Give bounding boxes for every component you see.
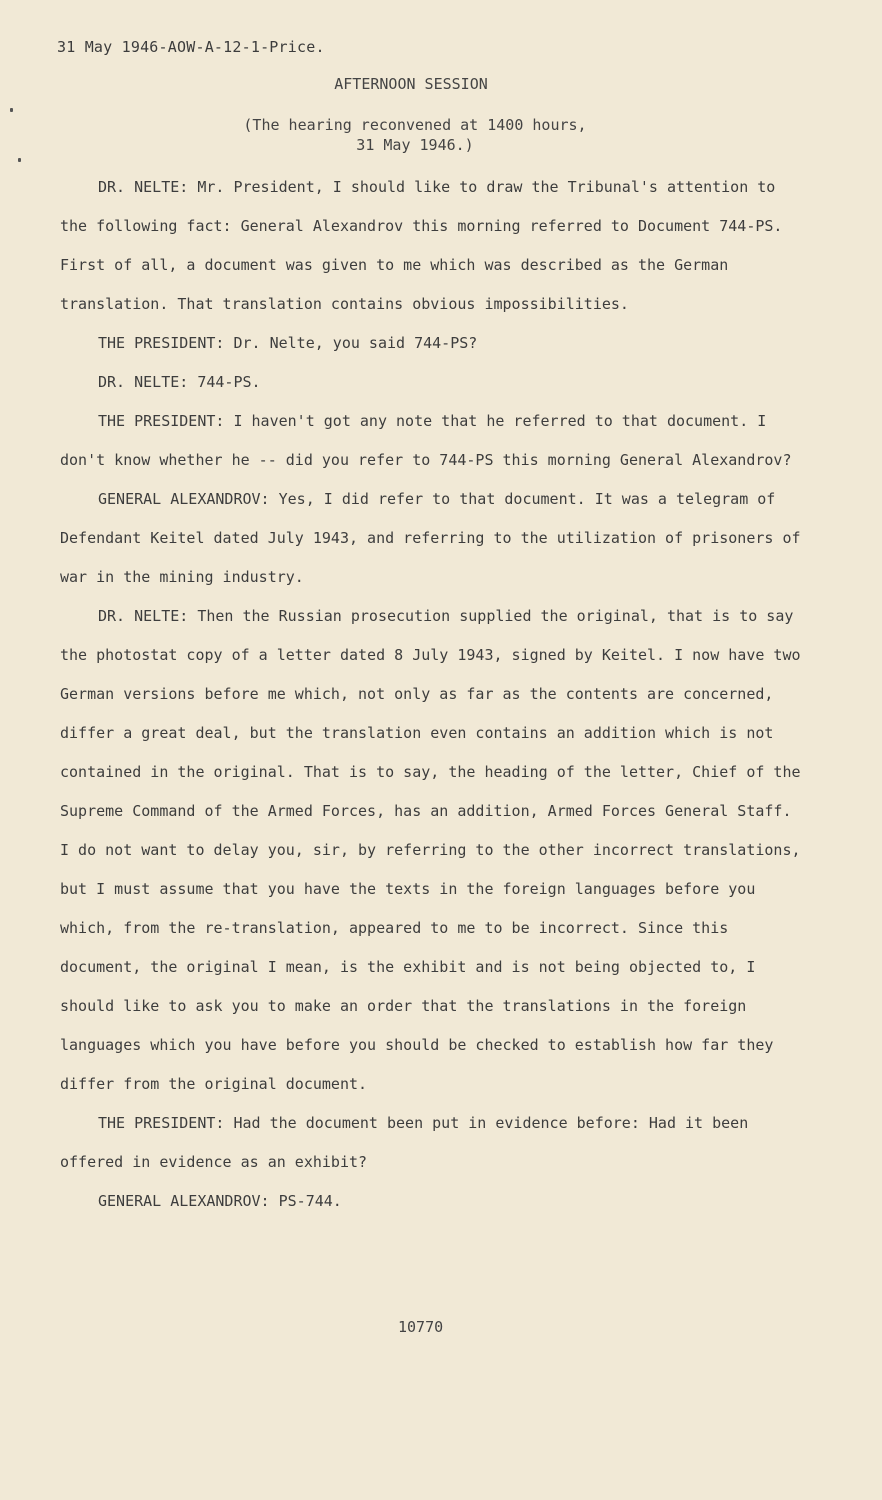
margin-mark	[18, 158, 21, 162]
transcript-paragraph	[60, 168, 805, 324]
paragraph-text: 744-PS.	[197, 373, 261, 391]
paragraph-text: I haven't got any note that he referred to that document. I don't know whether he -- did you refer to 744-PS this morning General Alexandrov?	[60, 412, 792, 469]
paragraph-text: Yes, I did refer to that document. It was a telegram of Defendant Keitel dated July 1943, and referring to the utilization of prisoners of war in the mining industry.	[60, 490, 801, 586]
speaker-label: DR. NELTE:	[98, 607, 189, 625]
paragraph-text: Had the document been put in evidence before: Had it been offered in evidence as an exhibit?	[60, 1114, 749, 1171]
transcript-body	[60, 168, 805, 1221]
transcript-paragraph	[60, 1104, 805, 1182]
speaker-label: THE PRESIDENT:	[98, 1114, 225, 1132]
transcript-paragraph	[60, 324, 805, 363]
speaker-label: GENERAL ALEXANDROV:	[98, 490, 270, 508]
speaker-label: GENERAL ALEXANDROV:	[98, 1192, 270, 1210]
margin-mark	[10, 108, 13, 112]
transcript-paragraph	[60, 402, 805, 480]
speaker-label: DR. NELTE:	[98, 373, 189, 391]
session-title: AFTERNOON SESSION	[334, 75, 488, 93]
transcript-paragraph	[60, 1182, 805, 1221]
speaker-label: THE PRESIDENT:	[98, 412, 225, 430]
paragraph-text: Dr. Nelte, you said 744-PS?	[233, 334, 478, 352]
reconvened-note-line2: 31 May 1946.)	[356, 136, 474, 154]
transcript-paragraph	[60, 480, 805, 597]
reconvened-note	[0, 115, 830, 155]
reconvened-note-line1: (The hearing reconvened at 1400 hours,	[243, 116, 587, 134]
paragraph-text: PS-744.	[278, 1192, 342, 1210]
page-number: 10770	[398, 1318, 444, 1336]
transcript-paragraph	[60, 363, 805, 402]
document-header: 31 May 1946-AOW-A-12-1-Price.	[57, 38, 325, 56]
transcript-paragraph	[60, 597, 805, 1104]
paragraph-text: Mr. President, I should like to draw the Tribunal's attention to the following fact: General Alexandrov this morning referred to Document 744-PS. First of all, a document was given to me which was described as the German translation. That translation contains obvious impossibilities.	[60, 178, 783, 313]
speaker-label: DR. NELTE:	[98, 178, 189, 196]
speaker-label: THE PRESIDENT:	[98, 334, 225, 352]
paragraph-text: Then the Russian prosecution supplied the original, that is to say the photostat copy of a letter dated 8 July 1943, signed by Keitel. I now have two German versions before me which, not only as far as the contents are concerned, differ a great deal, but the translation even contains an addition which is not contained in the original. That is to say, the heading of the letter, Chief of the Supreme Command of the Armed Forces, has an addition, Armed Forces General Staff. I do not want to delay you, sir, by referring to the other incorrect translations, but I must assume that you have the texts in the foreign languages before you which, from the re-translation, appeared to me to be incorrect. Since this document, the original I mean, is the exhibit and is not being objected to, I should like to ask you to make an order that the translations in the foreign languages which you have before you should be checked to establish how far they differ from the original document.	[60, 607, 801, 1093]
